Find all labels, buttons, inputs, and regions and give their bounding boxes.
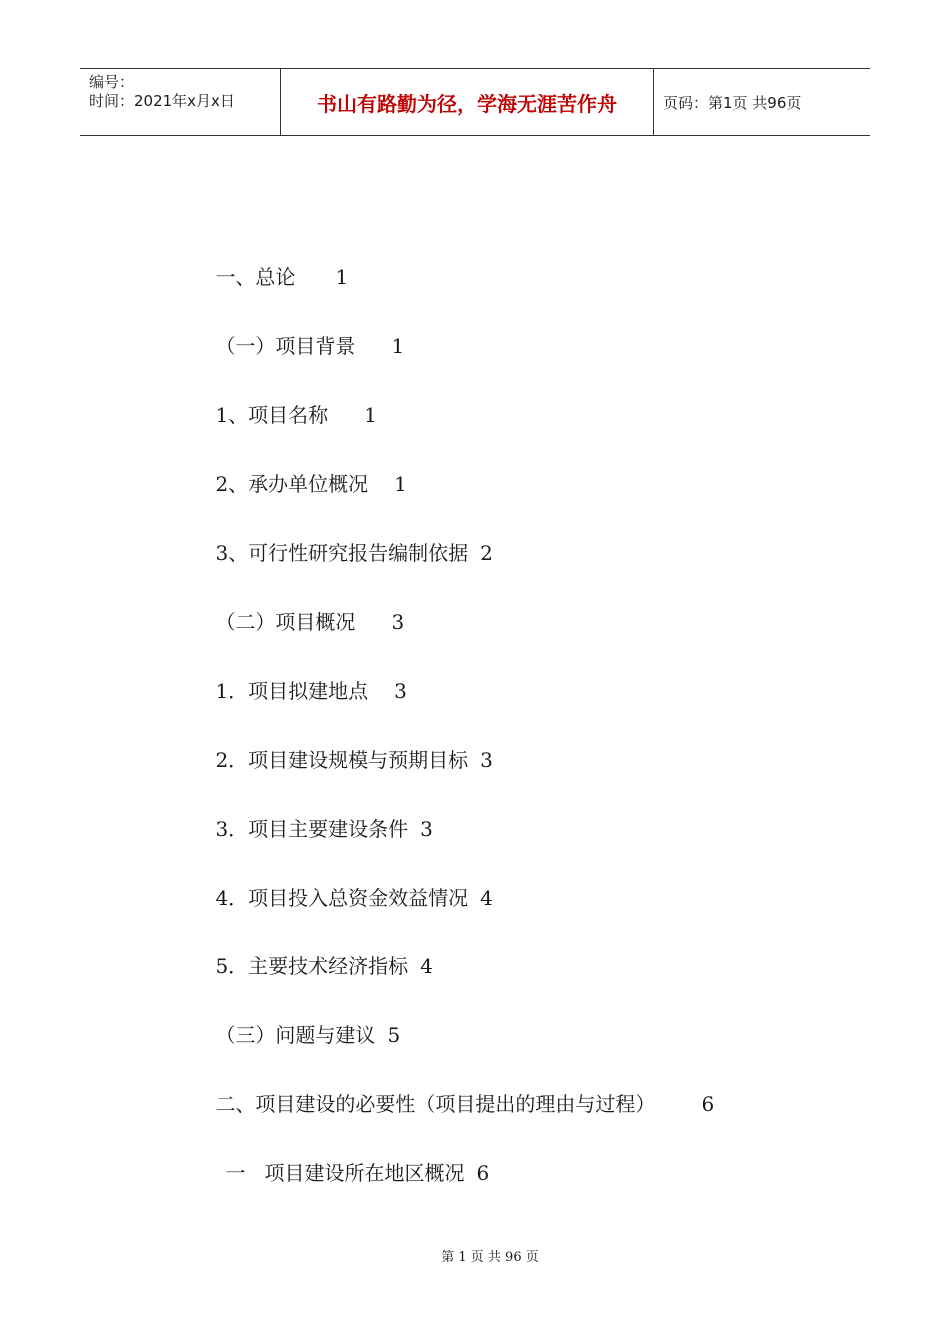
toc-entry-text: 3．项目主要建设条件: [215, 817, 409, 841]
toc-entry-text: 1、项目名称: [215, 403, 329, 427]
toc-entry-page: 2: [480, 541, 493, 565]
toc-entry[interactable]: [190, 379, 377, 451]
header-motto: 书山有路勤为径，学海无涯苦作舟: [281, 69, 654, 135]
toc-entry[interactable]: [190, 448, 407, 520]
toc-entry-text: （一）项目背景: [215, 334, 356, 358]
header-date-label: 时间：2021年x月x日: [89, 92, 235, 110]
toc-entry[interactable]: [190, 862, 493, 934]
toc-entry[interactable]: [190, 241, 348, 313]
toc-entry-text: 2．项目建设规模与预期目标: [215, 748, 469, 772]
toc-entry[interactable]: [190, 517, 493, 589]
toc-entry-text: 一、总论: [215, 265, 296, 289]
toc-entry-page: 5: [387, 1023, 401, 1047]
toc-entry-page: 1: [364, 403, 377, 427]
toc-entry[interactable]: [190, 310, 404, 382]
header-meta: [80, 69, 281, 135]
toc-entry-page: 4: [480, 886, 493, 910]
document-header: [80, 68, 870, 136]
toc-entry[interactable]: [190, 999, 400, 1071]
toc-entry[interactable]: [200, 1137, 489, 1209]
page-footer: 第 1 页 共 96 页: [441, 1250, 539, 1265]
toc-entry-page: 6: [476, 1161, 490, 1185]
toc-entry-text: 一 项目建设所在地区概况: [225, 1161, 465, 1185]
toc-entry[interactable]: [190, 930, 433, 1002]
toc-entry-page: 1: [391, 334, 405, 358]
toc-entry[interactable]: [190, 586, 404, 658]
toc-entry-page: 3: [394, 679, 407, 703]
toc-entry-page: 3: [480, 748, 493, 772]
toc-entry[interactable]: [190, 655, 407, 727]
toc-entry-page: 3: [420, 817, 433, 841]
toc-entry-text: （二）项目概况: [215, 610, 356, 634]
toc-entry-text: 二、项目建设的必要性（项目提出的理由与过程）: [215, 1092, 656, 1116]
toc-entry[interactable]: [190, 793, 433, 865]
toc-entry[interactable]: [190, 724, 493, 796]
toc-entry-page: 1: [335, 265, 349, 289]
toc-entry-page: 3: [391, 610, 405, 634]
toc-entry-text: 1．项目拟建地点: [215, 679, 369, 703]
toc-entry-page: 6: [701, 1092, 715, 1116]
header-number-label: 编号：: [89, 73, 135, 91]
toc-entry-page: 4: [420, 954, 433, 978]
toc-entry-text: 3、可行性研究报告编制依据: [215, 541, 469, 565]
toc-entry-page: 1: [394, 472, 407, 496]
header-page-info: 页码：第1页 共96页: [663, 93, 802, 112]
toc-entry-text: （三）问题与建议: [215, 1023, 376, 1047]
toc-entry-text: 5．主要技术经济指标: [215, 954, 409, 978]
toc-entry-text: 2、承办单位概况: [215, 472, 369, 496]
toc-entry-text: 4．项目投入总资金效益情况: [215, 886, 469, 910]
toc-entry[interactable]: [190, 1068, 714, 1140]
